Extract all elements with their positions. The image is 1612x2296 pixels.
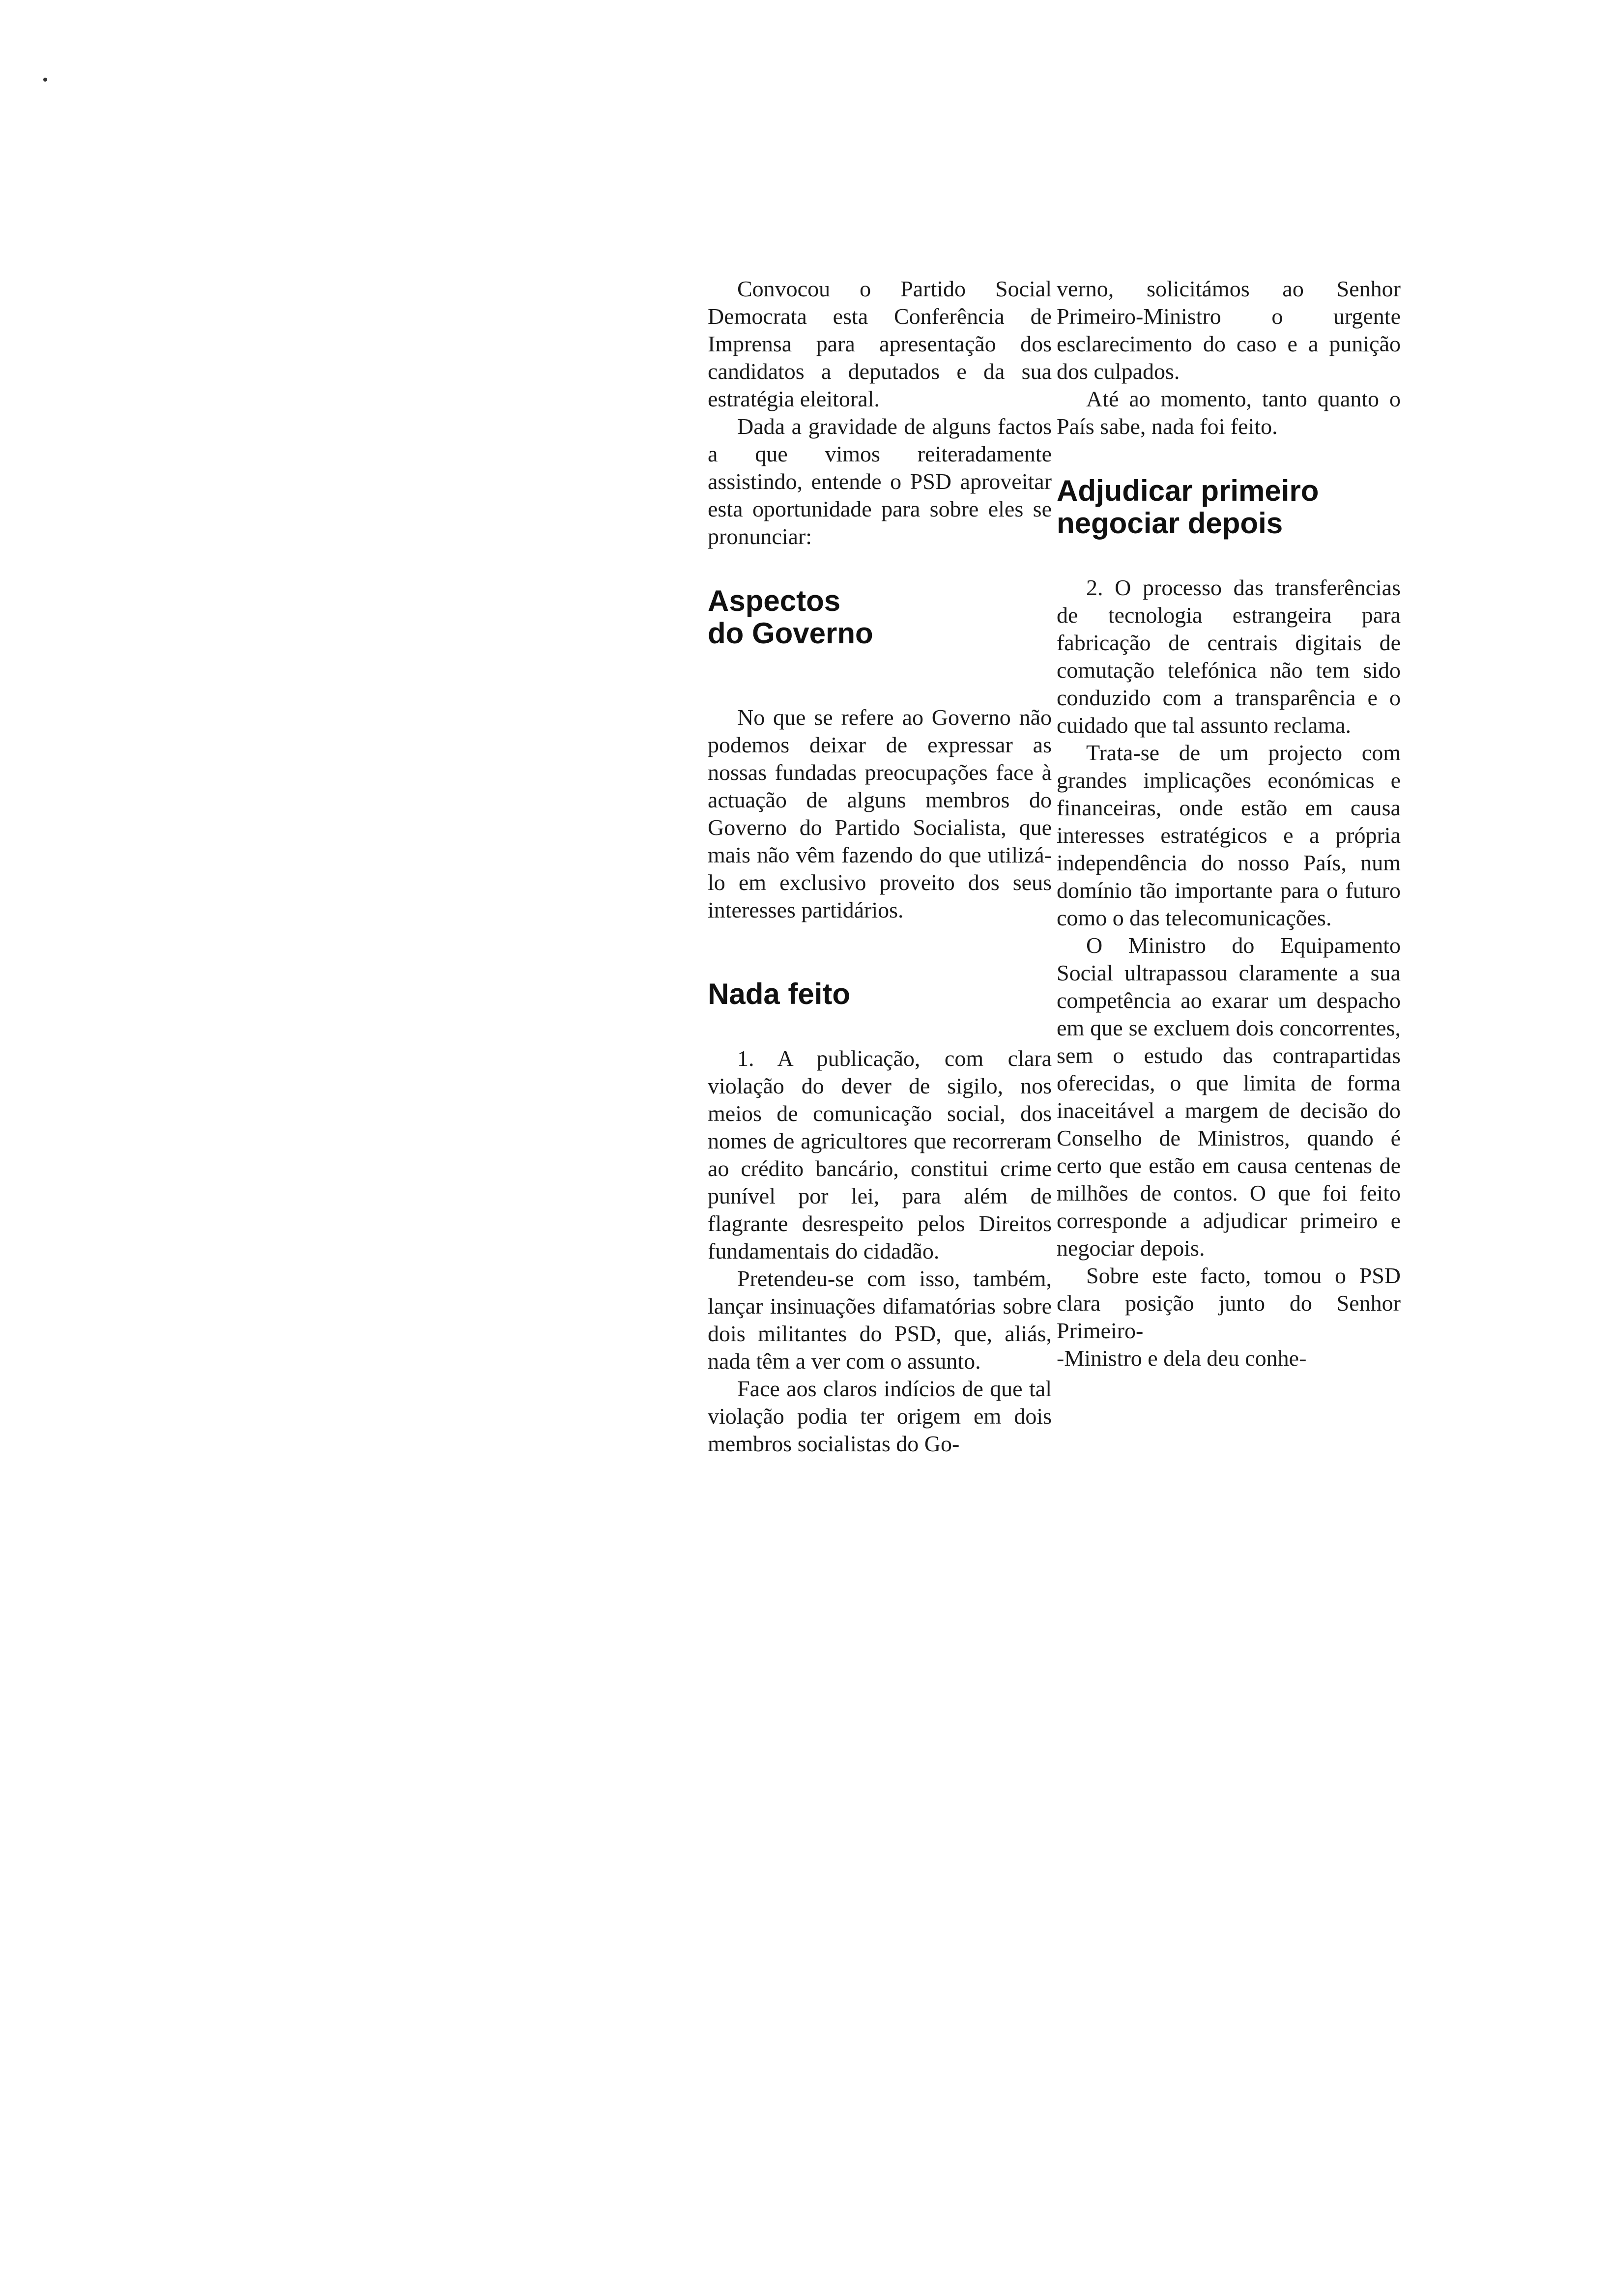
nada-paragraph-1: 1. A publicação, com clara violação do dever de sigilo, nos meios de comunicação social, dos nomes de agricultores que recorreram ao crédito bancário, constitui crime punível por lei, para além de flagrante desrespeito pelos Direitos fundamentais do cidadão. [708, 1046, 1052, 1263]
heading-line: Adjudicar primeiro [1057, 474, 1319, 507]
adjudicar-paragraph-5: -Ministro e dela deu conhe- [1057, 1346, 1307, 1371]
nada-paragraph-2: Pretendeu-se com isso, também, lançar insinuações difamatórias sobre dois militantes do PSD, que, aliás, nada têm a ver com o assunto. [708, 1266, 1052, 1374]
adjudicar-paragraph-2: Trata-se de um projecto com grandes implicações económicas e financeiras, onde estão em causa interesses estratégicos e a própria independência do nosso País, num domínio tão importante para o futuro como o das telecomunicações. [1057, 740, 1401, 930]
heading-line: Aspectos [708, 584, 841, 617]
right-column [1057, 275, 1401, 1372]
intro-paragraph-2: Dada a gravidade de alguns factos a que vimos reiteradamente assistindo, entende o PSD aproveitar esta oportunidade para sobre eles se pronunciar: [708, 414, 1052, 549]
nada-paragraph-3: Face aos claros indícios de que tal violação podia ter origem em dois membros socialistas do Go- [708, 1376, 1052, 1456]
scan-speck [43, 78, 47, 82]
left-column [708, 275, 1052, 1458]
governo-paragraph: No que se refere ao Governo não podemos deixar de expressar as nossas fundadas preocupações face à actuação de alguns membros do Governo do Partido Socialista, que mais não vêm fazendo do que utilizá-lo em exclusivo proveito dos seus interesses partidários. [708, 705, 1052, 922]
heading-nada-feito: Nada feito [708, 977, 851, 1010]
heading-line: negociar depois [1057, 507, 1283, 540]
adjudicar-paragraph-3: O Ministro do Equipamento Social ultrapassou claramente a sua competência ao exarar um despacho em que se excluem dois concorrentes, sem o estudo das contrapartidas oferecidas, o que limita de forma inaceitável a margem de decisão do Conselho de Ministros, quando é certo que estão em causa centenas de milhões de contos. O que foi feito corresponde a adjudicar primeiro e negociar depois. [1057, 933, 1401, 1261]
heading-line: do Governo [708, 617, 873, 650]
intro-paragraph-1: Convocou o Partido Social Democrata esta Conferência de Imprensa para apresentação dos candidatos a deputados e da sua estratégia eleitoral. [708, 276, 1052, 411]
adjudicar-paragraph-4: Sobre este facto, tomou o PSD clara posição junto do Senhor Primeiro- [1057, 1263, 1401, 1343]
heading-aspectos-do-governo [708, 585, 1052, 650]
heading-adjudicar-primeiro [1057, 475, 1401, 540]
continued-paragraph-1: verno, solicitámos ao Senhor Primeiro-Ministro o urgente esclarecimento do caso e a punição dos culpados. [1057, 276, 1401, 384]
adjudicar-paragraph-1: 2. O processo das transferências de tecnologia estrangeira para fabricação de centrais digitais de comutação telefónica não tem sido conduzido com a transparência e o cuidado que tal assunto reclama. [1057, 575, 1401, 738]
continued-paragraph-2: Até ao momento, tanto quanto o País sabe, nada foi feito. [1057, 386, 1401, 439]
